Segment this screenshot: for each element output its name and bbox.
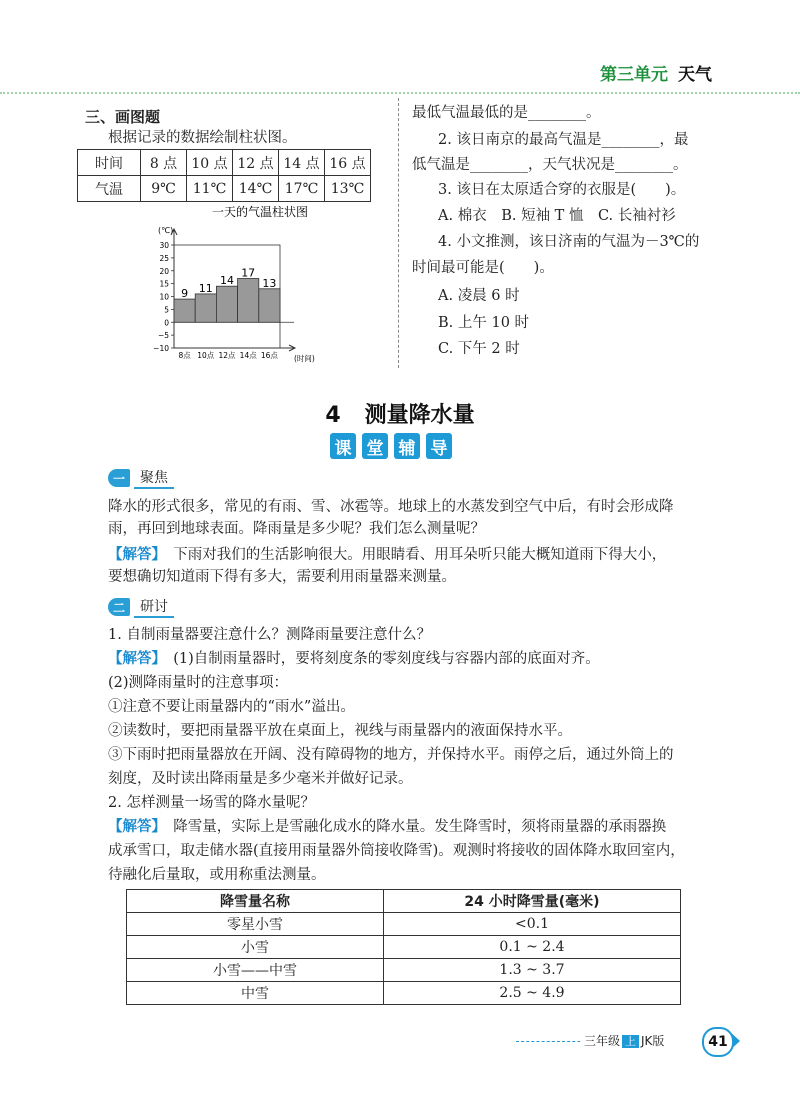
table-cell: 8 点	[141, 150, 187, 176]
table-cell: 小雪——中雪	[127, 959, 384, 982]
discuss-line: 刻度，及时读出降雨量是多少毫米并做好记录。	[108, 771, 413, 787]
chart-data-label: 11	[198, 281, 213, 295]
focus-answer	[108, 544, 728, 566]
table-cell: 1.3 ~ 3.7	[384, 959, 681, 982]
table-cell: 时间	[78, 150, 141, 176]
table-header: 24 小时降雪量(毫米)	[384, 890, 681, 913]
table-cell: 14 点	[279, 150, 325, 176]
chart-data-label: 9	[181, 287, 189, 301]
edition-label: JK版	[641, 1034, 665, 1048]
lesson-number: 4	[325, 403, 341, 428]
discuss-line: 待融化后量取，或用称重法测量。	[108, 867, 326, 883]
discuss-line: ②读数时，要把雨量器平放在桌面上，视线与雨量器内的液面保持水平。	[108, 723, 572, 739]
section-3-instruction: 根据记录的数据绘制柱状图。	[108, 130, 297, 146]
banner-char: 导	[426, 433, 452, 459]
focus-line: 降水的形式很多，常见的有雨、雪、冰雹等。地球上的水蒸发到空气中后，有时会形成降	[108, 499, 674, 515]
q4-line2: 时间最可能是( )。	[412, 260, 554, 276]
q4-option-b: B. 上午 10 时	[438, 315, 530, 331]
banner-char: 课	[330, 433, 356, 459]
table-cell: 13℃	[325, 176, 371, 202]
chart-title: 一天的气温柱状图	[211, 205, 309, 219]
q3-options: A. 棉衣 B. 短袖 T 恤 C. 长袖衬衫	[438, 208, 676, 224]
table-cell: 0.1 ~ 2.4	[384, 936, 681, 959]
table-cell: 9℃	[141, 176, 187, 202]
term-label: 上	[622, 1035, 639, 1048]
discuss-line: 成承雪口，取走储水器(直接用雨量器外筒接收降雪)。观测时将接收的固体降水取回室内，	[108, 843, 685, 859]
lesson-title	[0, 398, 800, 429]
table-cell: 零星小雪	[127, 913, 384, 936]
chart-y-label: (℃)	[158, 226, 174, 235]
table-cell: 气温	[78, 176, 141, 202]
focus-line: 雨，再回到地球表面。降雨量是多少呢？我们怎么测量呢？	[108, 521, 485, 537]
table-cell: 16 点	[325, 150, 371, 176]
table-row	[78, 176, 371, 202]
banner-char: 辅	[394, 433, 420, 459]
chart-y-tick-label: −5	[157, 331, 169, 341]
discuss-tab-label: 研讨	[134, 596, 174, 618]
q4-line1: 4. 小文推测，该日济南的气温为－3℃的	[438, 234, 700, 250]
q1-continuation: 最低气温最低的是________。	[412, 105, 601, 121]
table-cell: 中雪	[127, 982, 384, 1005]
section-3-title: 三、画图题	[85, 108, 161, 126]
chart-x-tick-label: 8点	[178, 351, 191, 360]
discuss-tab-number: 二	[108, 598, 130, 616]
chart-y-tick-label: −10	[153, 344, 169, 353]
chart-bar	[195, 294, 216, 322]
temperature-table	[77, 149, 371, 202]
focus-tab-number: 一	[108, 469, 130, 487]
unit-header	[600, 60, 712, 85]
grade-label: 三年级	[584, 1034, 621, 1048]
chart-data-label: 14	[220, 274, 234, 288]
q4-option-c: C. 下午 2 时	[438, 341, 520, 357]
discuss-answer-2	[108, 815, 728, 839]
table-row	[127, 936, 681, 959]
answer-text: (1)自制雨量器时，要将刻度条的零刻度线与容器内部的底面对齐。	[158, 651, 600, 667]
table-cell: <0.1	[384, 913, 681, 936]
q2-line1: 2. 该日南京的最高气温是________，最	[438, 132, 689, 148]
header-divider	[0, 92, 800, 94]
chart-data-label: 17	[241, 266, 256, 280]
chart-svg	[130, 200, 360, 370]
chart-y-tick-label: 10	[159, 292, 169, 302]
table-header-row	[127, 890, 681, 913]
chart-y-tick-label: 0	[164, 318, 169, 328]
chart-y-tick-label: 30	[159, 241, 169, 250]
unit-topic: 天气	[678, 65, 712, 85]
discuss-text	[108, 623, 728, 887]
answer-text: 下雨对我们的生活影响很大。用眼睛看、用耳朵听只能大概知道雨下得大小，	[158, 547, 667, 563]
table-row	[127, 959, 681, 982]
chart-bar	[259, 289, 280, 322]
chart-y-tick-label: 15	[159, 279, 169, 289]
focus-text	[108, 496, 728, 588]
table-header: 降雪量名称	[127, 890, 384, 913]
temperature-bar-chart	[130, 200, 360, 370]
chart-bar	[174, 299, 195, 322]
answer-text: 降雪量，实际上是雪融化成水的降水量。发生降雪时，须将雨量器的承雨器换	[158, 819, 667, 835]
chart-x-tick-label: 10点	[197, 351, 215, 360]
table-row	[78, 150, 371, 176]
table-cell: 17℃	[279, 176, 325, 202]
discuss-tab	[108, 597, 174, 617]
chart-x-tick-label: 14点	[239, 351, 257, 360]
discuss-line: ①注意不要让雨量器内的“雨水”溢出。	[108, 699, 355, 715]
lesson-name: 测量降水量	[364, 403, 475, 428]
answer-label: 【解答】	[108, 818, 159, 835]
chart-x-tick-label: 12点	[218, 351, 236, 360]
chart-y-tick-label: 20	[159, 266, 169, 276]
discuss-question-2: 2. 怎样测量一场雪的降水量呢？	[108, 795, 315, 811]
unit-label: 第三单元	[600, 65, 668, 85]
discuss-line: (2)测降雨量时的注意事项：	[108, 675, 289, 691]
chart-bar	[238, 278, 259, 322]
discuss-answer-1	[108, 647, 728, 671]
table-cell: 14℃	[233, 176, 279, 202]
focus-tab	[108, 468, 174, 488]
table-cell: 12 点	[233, 150, 279, 176]
answer-label: 【解答】	[108, 650, 159, 667]
chart-x-tick-label: 16点	[260, 351, 278, 360]
table-cell: 11℃	[187, 176, 233, 202]
discuss-line: ③下雨时把雨量器放在开阔、没有障碍物的地方，并保持水平。雨停之后，通过外筒上的	[108, 747, 674, 763]
table-cell: 2.5 ~ 4.9	[384, 982, 681, 1005]
chart-y-tick-label: 25	[159, 253, 169, 263]
column-divider	[398, 98, 399, 368]
chart-y-tick-label: 5	[164, 305, 169, 315]
q3-text: 3. 该日在太原适合穿的衣服是( )。	[438, 182, 686, 198]
focus-answer-cont: 要想确切知道雨下得有多大，需要利用雨量器来测量。	[108, 569, 456, 585]
discuss-question-1: 1. 自制雨量器要注意什么？测降雨量要注意什么？	[108, 627, 431, 643]
table-row	[127, 913, 681, 936]
q2-line2: 低气温是________，天气状况是________。	[412, 157, 688, 173]
snowfall-table	[126, 889, 681, 1005]
table-cell: 小雪	[127, 936, 384, 959]
banner-char: 堂	[362, 433, 388, 459]
chart-data-label: 13	[262, 276, 277, 290]
chart-x-label: (时间)	[294, 354, 315, 363]
q4-option-a: A. 凌晨 6 时	[438, 288, 520, 304]
class-guide-banner	[330, 433, 452, 459]
chart-bar	[216, 286, 237, 322]
focus-tab-label: 聚焦	[134, 467, 174, 489]
page-number: 41	[702, 1027, 734, 1057]
table-row	[127, 982, 681, 1005]
footer-grade	[580, 1032, 668, 1049]
table-cell: 10 点	[187, 150, 233, 176]
answer-label: 【解答】	[108, 546, 159, 563]
